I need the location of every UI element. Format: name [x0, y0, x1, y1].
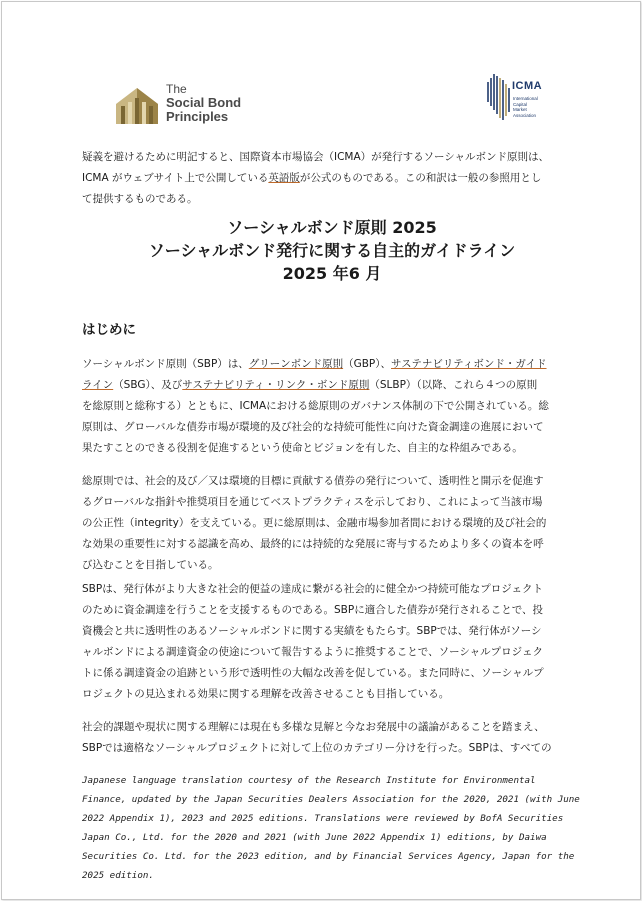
disclaimer-text-pre: 疑義を避けるために明記すると、国際資本市場協会（ICMA）が発行するソーシャルボンド原則は、 ICMA がウェブサイト上で公開している	[82, 151, 550, 184]
paragraph-1-line-3: を総原則と総称する）とともに、ICMAにおける総原則のガバナンス体制の下で公開されている。総	[82, 400, 549, 412]
paragraph-2-line: な効果の重要性に対する認識を高め、最終的には持続的な発展に寄与するためより多くの資本を呼	[82, 538, 544, 550]
paragraph-3-line: 資機会と共に透明性のあるソーシャルボンドに関する実績をもたらす。SBPでは、発行体がソーシ	[82, 625, 542, 637]
paragraph-1-line-2	[82, 375, 582, 396]
paragraph-3-line: ロジェクトの見込まれる効果に関する理解を改善させることも目指している。	[82, 688, 450, 700]
icma-sub-4: Association	[513, 112, 537, 118]
sbp-building-icon	[114, 84, 160, 124]
sbp-logo-line1: The	[166, 82, 187, 96]
paragraph-2-line: 総原則では、社会的及び／又は環境的目標に貢献する債券の発行について、透明性と開示を促進す	[82, 475, 544, 487]
translation-footnote	[82, 771, 582, 885]
footnote-line: 2025 edition.	[82, 870, 154, 881]
footnote-line: Japanese language translation courtesy of the Research Institute for Environmental	[82, 775, 536, 786]
icma-sub-1: International	[513, 96, 538, 101]
sbp-logo-line2: Social Bond	[166, 95, 242, 110]
document-page	[1, 1, 641, 900]
paragraph-1-line-5: 果たすことのできる役割を促進するという使命とビジョンを有した、自主的な枠組みである。	[82, 442, 523, 454]
disclaimer-text-post: が公式のものである。この和訳は一般の参照用とし て提供するものである。	[82, 172, 542, 205]
sbp-logo-line3: Principles	[166, 109, 229, 124]
paragraph-2-line: び込むことを目指している。	[82, 559, 219, 571]
icma-logo	[486, 68, 556, 128]
gbp-link[interactable]: グリーンボンド原則	[248, 358, 344, 370]
paragraph-3-line: SBPは、発行体がより大きな社会的便益の達成に繋がる社会的に健全かつ持続可能なプロジェクト	[82, 583, 543, 595]
paragraph-1-line-1	[82, 354, 582, 375]
section-heading-introduction: はじめに	[82, 322, 136, 338]
english-version-link[interactable]: 英語版	[268, 172, 300, 184]
paragraph-3	[82, 579, 582, 705]
slbp-link[interactable]: サステナビリティ・リンク・ボンド原則	[182, 379, 370, 391]
paragraph-2	[82, 471, 582, 576]
p1-text-b: （GBP）、	[343, 358, 391, 370]
sbg-link-part2[interactable]: ライン	[82, 379, 114, 391]
paragraph-4	[82, 717, 582, 759]
icma-logo-word: ICMA	[512, 80, 543, 92]
disclaimer-paragraph	[82, 147, 582, 210]
title-line-1: ソーシャルボンド原則 2025	[227, 218, 437, 237]
paragraph-4-line: 社会的課題や現状に関する理解には現在も多様な見解と今なお発展中の議論があることを踏まえ、	[82, 721, 545, 733]
icma-sub-2: Capital	[513, 101, 528, 107]
paragraph-1	[82, 354, 582, 459]
sbg-link-part1[interactable]: サステナビリティボンド・ガイド	[391, 358, 547, 370]
footnote-line: 2022 Appendix 1), 2023 and 2025 editions. Translations were reviewed by BofA Securities	[82, 813, 564, 824]
footnote-line: Securities Co. Ltd. for the 2023 edition, and by Financial Services Agency, Japan for the	[82, 851, 575, 862]
social-bond-principles-logo	[114, 82, 284, 130]
paragraph-2-line: の公正性（integrity）を支えている。更に総原則は、金融市場参加者間における環境的及び社会的	[82, 517, 547, 529]
footnote-line: Japan Co., Ltd. for the 2020 and 2021 (with June 2022 Appendix 1) editions, by Daiwa	[82, 832, 547, 843]
p1-text-c: （SBG）、及び	[113, 379, 183, 391]
footnote-line: Finance, updated by the Japan Securities Dealers Association for the 2020, 2021 (with June	[82, 794, 580, 805]
document-title	[82, 216, 582, 285]
paragraph-1-line-4: 原則は、グローバルな債券市場が環境的及び社会的な持続可能性に向けた資金調達の進展において	[82, 421, 544, 433]
title-line-3: 2025 年6 月	[282, 264, 382, 283]
p1-text-d: （SLBP）（以降、これら４つの原則	[369, 379, 538, 391]
icma-bars-icon	[486, 68, 512, 124]
paragraph-3-line: トに係る調達資金の追跡という形で透明性の大幅な改善を促している。また同時に、ソーシャルプ	[82, 667, 544, 679]
title-line-2: ソーシャルボンド発行に関する自主的ガイドライン	[148, 241, 516, 260]
p1-text-a: ソーシャルボンド原則（SBP）は、	[82, 358, 249, 370]
icma-sub-3: Market	[513, 107, 527, 112]
paragraph-3-line: ャルボンドによる調達資金の使途について報告するように推奨することで、ソーシャルプロジェク	[82, 646, 543, 658]
paragraph-2-line: るグローバルな指針や推奨項目を通じてベストプラクティスを示しており、これによって当該市場	[82, 496, 543, 508]
paragraph-3-line: のために資金調達を行うことを支援するものである。SBPに適合した債券が発行されることで、投	[82, 604, 543, 616]
paragraph-4-line: SBPでは適格なソーシャルプロジェクトに対して上位のカテゴリー分けを行った。SBPは、すべての	[82, 742, 552, 754]
